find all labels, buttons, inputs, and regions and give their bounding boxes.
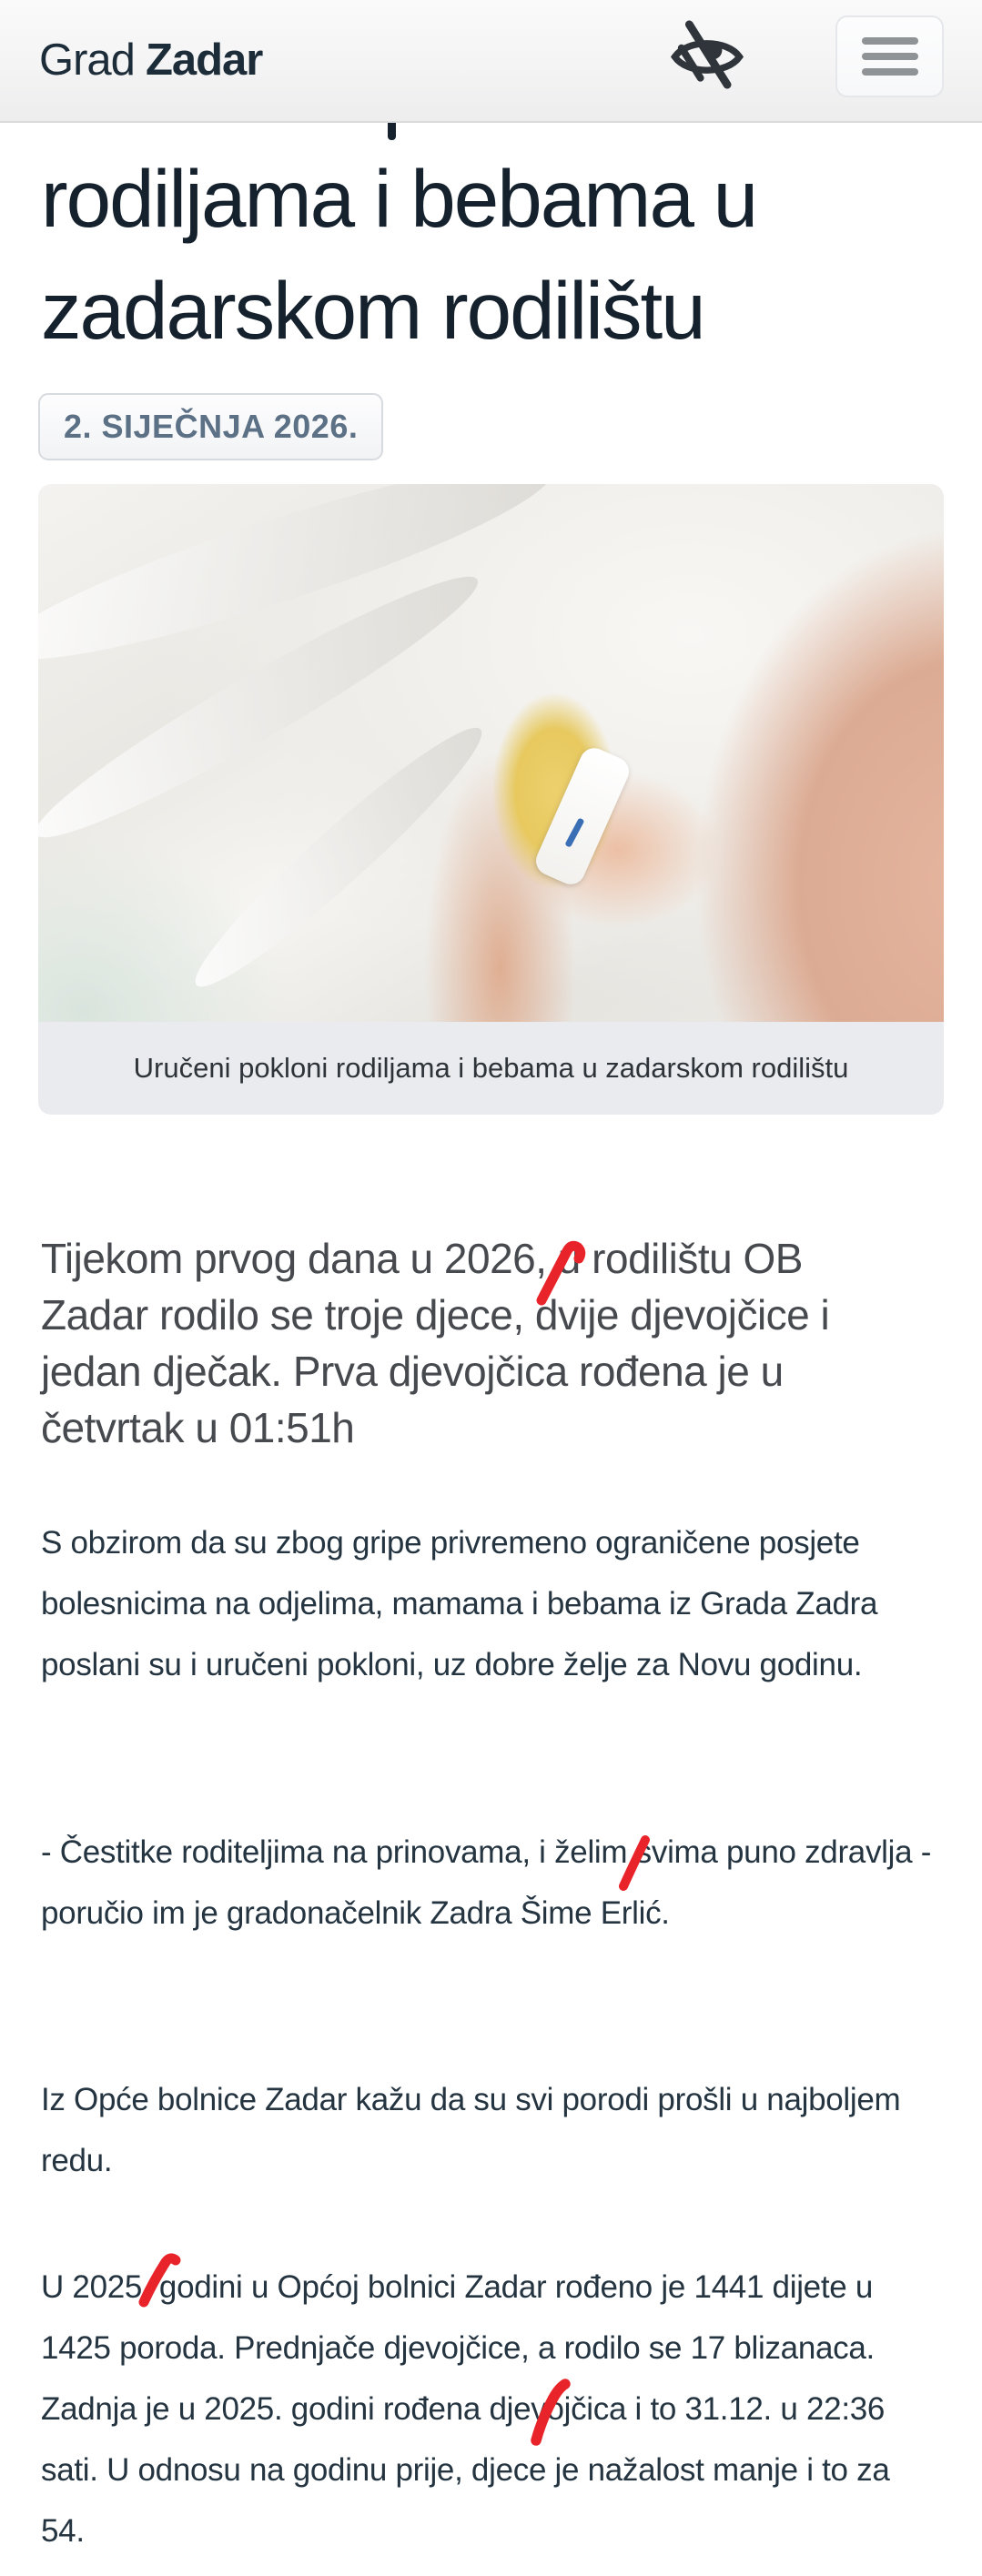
bracelet-blue-mark: [564, 817, 584, 847]
accessibility-eye-slash-icon[interactable]: [669, 20, 745, 89]
hospital-bracelet: [531, 743, 633, 889]
article-title: [41, 143, 951, 367]
paragraph-lead: Tijekom prvog dana u 2026, u rodilištu OB Zadar rodilo se troje djece, dvije djevojčice i jedan dječak. Prva djevojčica rođena je u četvrtak u 01:51h: [41, 1235, 830, 1451]
date-badge: 2. SIJEČNJA 2026.: [38, 393, 383, 460]
paragraph: - Čestitke roditeljima na prinovama, i želim svima puno zdravlja - poručio im je gradonačelnik Zadra Šime Erlić.: [41, 1834, 932, 1931]
hamburger-icon: [862, 37, 918, 45]
article-title-line: rodiljama i bebama u: [41, 153, 757, 244]
site-logo-text-regular: Grad: [39, 35, 135, 85]
article-figure: [38, 484, 944, 1115]
photo-caption: Uručeni pokloni rodiljama i bebama u zadarskom rodilištu: [38, 1022, 944, 1115]
title-cutoff-descender: [388, 121, 396, 140]
article-photo: [38, 484, 944, 1022]
hamburger-icon: [862, 53, 918, 60]
site-logo-text-bold: Zadar: [145, 35, 263, 85]
article-title-line: zadarskom rodilištu: [41, 265, 704, 356]
site-header: [0, 0, 982, 123]
hamburger-icon: [862, 68, 918, 76]
paragraph: S obzirom da su zbog gripe privremeno ograničene posjete bolesnicima na odjelima, mamama i bebama iz Grada Zadra poslani su i uručeni pokloni, uz dobre želje za Novu godinu.: [41, 1525, 878, 1682]
paragraph: Iz Opće bolnice Zadar kažu da su svi porodi prošli u najboljem redu.: [41, 2082, 901, 2178]
site-logo[interactable]: [39, 0, 262, 119]
menu-button[interactable]: [835, 15, 944, 97]
paragraph: U 2025. godini u Općoj bolnici Zadar rođeno je 1441 dijete u 1425 poroda. Prednjače djevojčice, a rodilo se 17 blizanaca. Zadnja je u 2025. godini rođena djevojčica i to 31.12. u 22:36 sati. U odnosu na godinu prije, djece je nažalost manje i to za 54.: [41, 2269, 890, 2549]
